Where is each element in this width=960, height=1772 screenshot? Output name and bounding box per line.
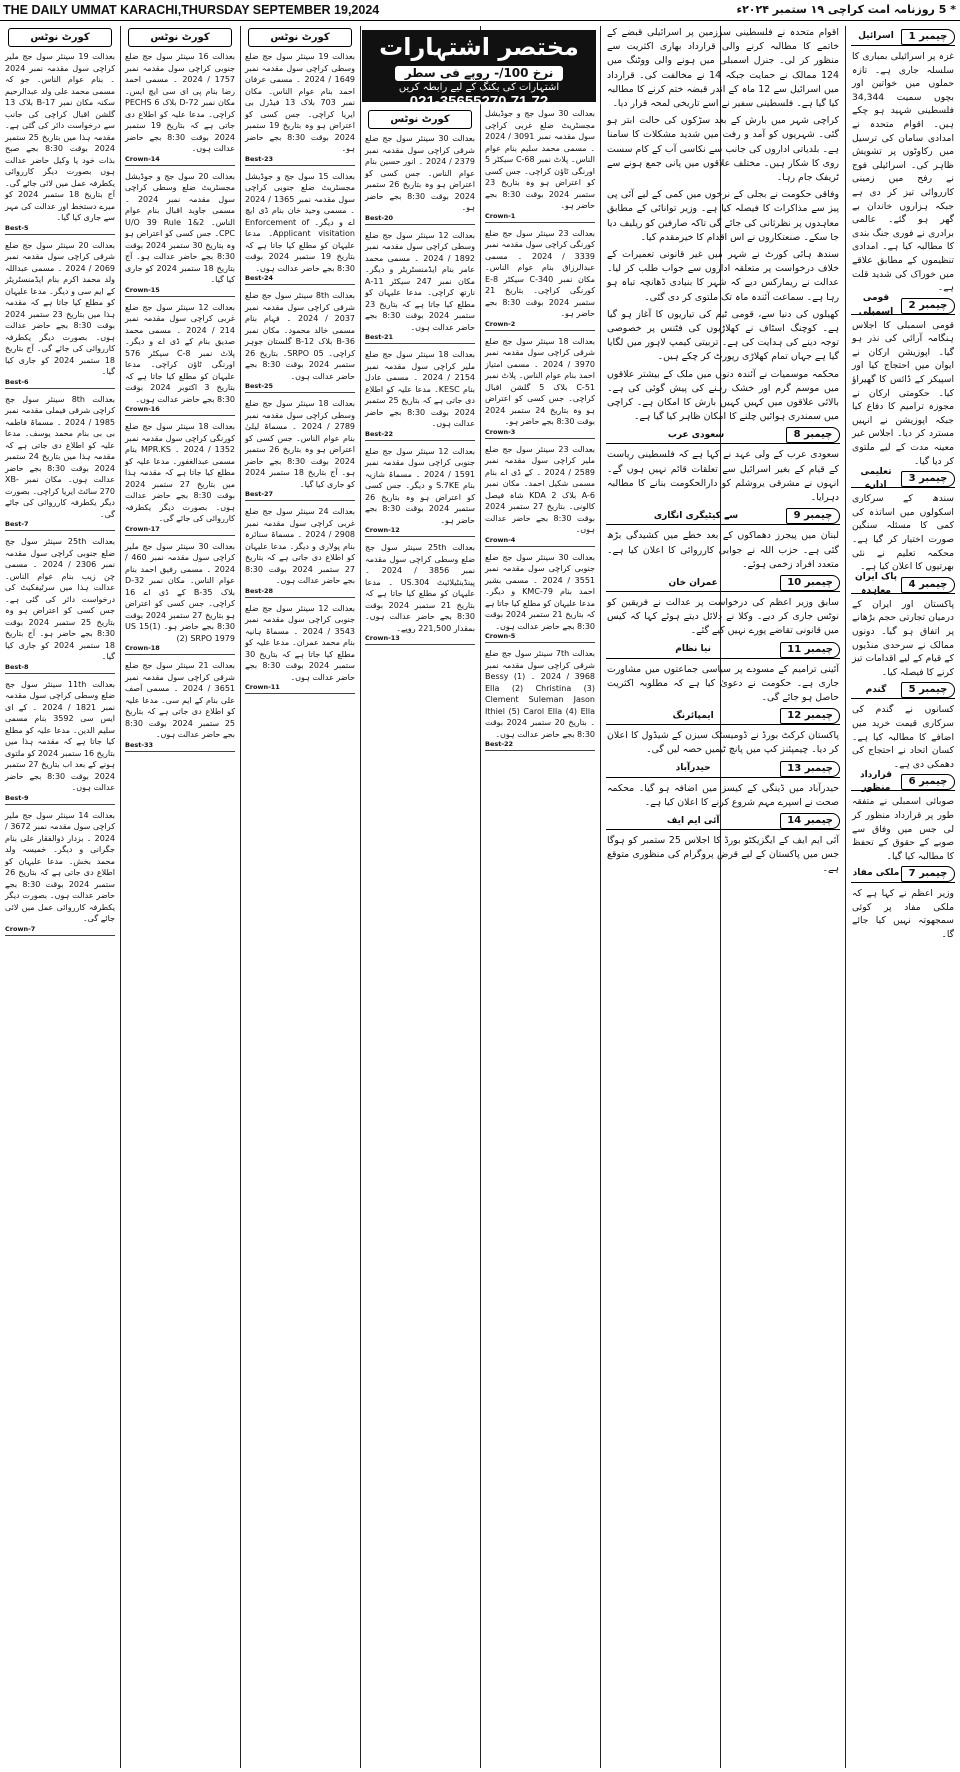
court-notice-text: بعدالت 19 سینئر سول جج ملیر کراچی سول مقدمہ نمبر 2024 ۔ بنام عوام الناس۔ جو کہ مسمی محمد علی ولد عبدالرحیم سکنہ مکان نمبر B-17 بلاک 13 گلشن اقبال کراچی کی جانب سے درخواست دائر کی گئی ہے۔ مقدمہ ہذا میں بتاریخ 25 ستمبر 2024 بوقت 8:30 بجے صبح بذات خود یا وکیل حاضر عدالت ہوں بصورت دیگر کارروائی یکطرفہ عمل میں لائی جائے گی۔ آج بتاریخ 18 ستمبر 2024 کو میرے دستخط اور عدالت کی مہر سے جاری کیا گیا۔ bbox=[4, 52, 116, 222]
court-notice bbox=[485, 228, 595, 331]
section-topic: گندم bbox=[865, 684, 887, 695]
section-topic: ایمپائرنگ bbox=[672, 711, 714, 722]
court-notice-column bbox=[362, 108, 478, 1768]
court-notice-column bbox=[2, 26, 118, 1768]
court-notice-code: Best-22 bbox=[365, 430, 475, 441]
masthead-urdu bbox=[736, 0, 956, 20]
court-notice bbox=[365, 133, 475, 225]
court-notice-code: Best-27 bbox=[245, 490, 355, 501]
brief-section-body bbox=[852, 50, 954, 295]
section-topic: پاک ایران معاہدہ bbox=[855, 572, 897, 596]
court-notice-code: Best-5 bbox=[5, 224, 115, 235]
news-section-text: سعودی عرب کے ولی عہد نے کہا ہے کہ فلسطینی ریاست کے قیام کے بغیر اسرائیل سے تعلقات قائم نہیں ہوں گے۔ انہوں نے مشرقی یروشلم کو دارالحکومت بنانے کا مطالبہ دہرایا۔ bbox=[607, 449, 839, 504]
news-section-body bbox=[607, 448, 839, 505]
court-notice-code: Crown-17 bbox=[125, 525, 235, 536]
column-rule bbox=[600, 26, 601, 1768]
court-notice bbox=[245, 290, 355, 393]
section-topic: قومی اسمبلی bbox=[858, 293, 894, 317]
section-number: چیمبر 7 bbox=[901, 866, 955, 882]
column-rule bbox=[240, 26, 241, 1768]
brief-section-header bbox=[851, 769, 955, 794]
court-notice-code: Best-23 bbox=[245, 155, 355, 166]
court-notice-code: Crown-11 bbox=[245, 683, 355, 694]
section-number: چیمبر 9 bbox=[786, 508, 840, 524]
court-notice-code: Best-7 bbox=[5, 520, 115, 531]
brief-section-body bbox=[852, 492, 954, 574]
court-notice bbox=[485, 444, 595, 547]
news-section-body bbox=[607, 834, 839, 877]
court-notice bbox=[365, 446, 475, 538]
news-paragraph: کھیلوں کی دنیا سے، قومی ٹیم کی تیاریوں کا آغاز ہو گیا ہے۔ کوچنگ اسٹاف نے کھلاڑیوں کی فٹنس پر خصوصی توجہ دینے کی ہدایت کی ہے۔ تربیتی کیمپ لاہور میں لگایا گیا ہے جہاں تمام کھلاڑی رپورٹ کر چکے ہیں۔ bbox=[607, 308, 839, 363]
news-section-header bbox=[606, 508, 840, 525]
court-notice-column bbox=[482, 108, 598, 1768]
news-section-header bbox=[606, 427, 840, 444]
news-section-text: پاکستان کرکٹ بورڈ نے ڈومیسٹک سیزن کے شیڈول کا اعلان کر دیا۔ چیمپئنز کپ میں پانچ ٹیمیں حصہ لیں گی۔ bbox=[607, 730, 839, 756]
court-notice bbox=[485, 336, 595, 439]
court-notice-text: بعدالت 16 سینئر سول جج ضلع جنوبی کراچی سول مقدمہ نمبر 1757 / 2024 ۔ مسمی احمد رضا بنام پی ای سی ایچ ایس۔ مکان نمبر 72-D بلاک 6 PECHS کراچی۔ مدعا علیہ کو اطلاع دی جاتی ہے کہ بتاریخ 19 ستمبر 2024 بوقت 8:30 بجے حاضر عدالت ہوں۔ bbox=[125, 52, 236, 153]
news-section-body bbox=[607, 596, 839, 639]
court-notice-text: بعدالت 30 سول جج و جوڈیشل مجسٹریٹ ضلع غربی کراچی سول مقدمہ نمبر 3091 / 2024 ۔ مسمی محمد سلیم بنام عوام الناس۔ پلاٹ نمبر C-68 سیکٹر 5 اورنگی ٹاؤن کراچی۔ جس کسی کو اعتراض ہو وہ بتاریخ 23 ستمبر 2024 بوقت 8:30 بجے حاضر ہو۔ bbox=[485, 109, 595, 210]
court-notice-text: بعدالت 8th سینئر سول جج ضلع شرقی کراچی سول مقدمہ نمبر 2037 / 2024 ۔ فہام بنام مسمی خالد محمود۔ مکان نمبر 36-B بلاک B-12 گلستان جوہر کراچی۔ SRPO 05۔ بتاریخ 26 ستمبر 2024 بوقت 8:30 بجے حاضر عدالت ہوں۔ bbox=[245, 291, 356, 381]
court-notice bbox=[245, 506, 355, 598]
court-notice-code: Best-9 bbox=[5, 794, 115, 805]
court-notice bbox=[245, 171, 355, 286]
column-rule bbox=[360, 26, 361, 1768]
section-topic: حیدرآباد bbox=[675, 763, 711, 774]
news-section-body bbox=[607, 782, 839, 810]
court-notice-code: Best-24 bbox=[245, 274, 355, 285]
court-notice-text: بعدالت 18 سینئر سول جج ضلع کورنگی کراچی سول مقدمہ نمبر 1352 / 2024 ۔ MPR.KS بنام مسمی عبدالغفور۔ مدعا علیہ کو مطلع کیا جاتا ہے کہ مقدمہ ہذا میں بتاریخ 27 ستمبر 2024 بوقت 8:30 بجے حاضر عدالت ہوں۔ بصورت دیگر یکطرفہ کارروائی کی جائے گی۔ bbox=[125, 422, 235, 523]
court-notice-code: Crown-14 bbox=[125, 155, 235, 166]
court-notice-text: بعدالت 14 سینئر سول جج ملیر کراچی سول مقدمہ نمبر 3672 / 2024 ۔ بزدار ذوالفقار علی بنام جگرانی و دیگر۔ خمیسہ ولد محمد بخش۔ مدعا علیہان کو اطلاع دی جاتی ہے کہ بتاریخ 26 ستمبر 2024 بوقت 8:30 بجے حاضر عدالت ہوں۔ بصورت دیگر یکطرفہ کارروائی عمل میں لائی جائے گی۔ bbox=[5, 810, 116, 923]
court-notice-text: بعدالت 23 سینئر سول جج ضلع ملیر کراچی سول مقدمہ نمبر 2589 / 2024 ۔ کے ڈی اے بنام مسمی شکیل احمد۔ مکان نمبر A-6 بلاک 2 KDA شاہ فیصل کالونی۔ بتاریخ 27 ستمبر 2024 بوقت 8:30 بجے حاضر عدالت ہوں۔ bbox=[485, 444, 595, 534]
news-section-body bbox=[607, 529, 839, 572]
brief-section-body bbox=[852, 319, 954, 469]
section-topic: سعودی عرب bbox=[667, 430, 725, 441]
court-notice-text: بعدالت 25th سینئر سول جج ضلع وسطی کراچی سول مقدمہ نمبر 3856 / 2024 ۔ پینڈینٹیلائیٹ US.304 ۔ مدعا علیہان کو مطلع کیا جاتا ہے کہ بتاریخ 21 ستمبر 2024 بوقت 8:30 بجے حاضر عدالت ہوں۔ بمقدار 221,500 روپے۔ bbox=[365, 543, 476, 633]
news-column bbox=[604, 26, 842, 1768]
brief-section-text: پاکستان اور ایران کے درمیان تجارتی حجم بڑھانے پر اتفاق ہو گیا۔ دونوں ممالک نے سرحدی منڈیوں کے قیام کے لیے اقدامات تیز کرنے کا فیصلہ کیا۔ bbox=[852, 598, 954, 678]
news-section-text: حیدرآباد میں ڈینگی کے کیسز میں اضافہ ہو گیا۔ محکمہ صحت نے اسپرے مہم شروع کرنے کا اعلان کیا ہے۔ bbox=[607, 782, 839, 808]
column-rule bbox=[120, 26, 121, 1768]
section-topic: سے کیٹیگری انگاری bbox=[653, 511, 739, 522]
section-topic: ملکی مفاد bbox=[852, 868, 900, 879]
court-notice bbox=[245, 398, 355, 501]
court-notice-code: Best-20 bbox=[365, 214, 475, 225]
page-star-icon: * bbox=[950, 3, 956, 16]
section-number: چیمبر 3 bbox=[901, 471, 955, 487]
court-notice-code: Crown-12 bbox=[365, 526, 475, 537]
court-notice-code: Crown-16 bbox=[125, 405, 235, 416]
court-notice bbox=[5, 394, 115, 532]
court-notice bbox=[245, 603, 355, 695]
court-notice-text: بعدالت 18 سینئر سول جج ضلع ملیر کراچی سول مقدمہ نمبر 2154 / 2024 ۔ مسمی عادل بنام KESC۔ مدعا علیہ کو اطلاع دی جاتی ہے کہ بتاریخ 25 ستمبر 2024 بوقت 8:30 بجے حاضر عدالت ہوں۔ bbox=[365, 350, 475, 428]
court-notice-text: بعدالت 8th سینئر سول جج کراچی شرقی فیملی مقدمہ نمبر 1985 / 2024 ۔ مسماۃ فاطمہ بی بی بنام محمد یوسف۔ مدعا علیہ کو اطلاع دی جاتی ہے کہ مقدمہ ہذا میں بتاریخ 24 ستمبر 2024 بوقت 8:30 بجے حاضر عدالت ہوں۔ مکان نمبر XB-270 سائٹ ایریا کراچی۔ بصورت دیگر یکطرفہ کارروائی کی جائے گی۔ bbox=[5, 394, 115, 519]
section-topic: عمران خان bbox=[668, 577, 718, 588]
court-notice-code: Crown-2 bbox=[485, 320, 595, 331]
court-notice-text: بعدالت 11th سینئر سول جج ضلع وسطی کراچی سول مقدمہ نمبر 1821 / 2024 ۔ کے ای ایس سی 3592 بنام مسمی سلیم الدین۔ مدعا علیہ کو مطلع کیا جاتا ہے کہ مقدمہ ہذا میں بتاریخ 16 ستمبر 2024 کو ملتوی ہونے کے بعد اب بتاریخ 27 ستمبر 2024 بوقت 8:30 بجے حاضر عدالت ہوں۔ bbox=[5, 679, 116, 792]
brief-section-text: غزہ پر اسرائیلی بمباری کا سلسلہ جاری ہے۔ تازہ حملوں میں خواتین اور بچوں سمیت 34,344 فلسطینی شہید ہو چکے ہیں۔ اقوام متحدہ نے امدادی سامان کی ترسیل میں رکاوٹوں پر تشویش ظاہر کی۔ اسرائیلی فوج نے رفح میں زمینی کارروائی تیز کر دی ہے جبکہ ہزاروں خاندان بے گھر ہو گئے۔ عالمی برادری نے فوری جنگ بندی کا مطالبہ کیا ہے۔ امدادی تنظیموں کے مطابق علاقے میں خوراک کی شدید قلت ہے۔ bbox=[852, 51, 954, 294]
court-notice-text: بعدالت 18 سینئر سول جج ضلع شرقی کراچی سول مقدمہ نمبر 3970 / 2024 ۔ مسمی امتیاز احمد بنام عوام الناس۔ پلاٹ نمبر 51-C بلاک 5 گلشن اقبال کراچی۔ جس کسی کو اعتراض ہو وہ بتاریخ 24 ستمبر 2024 بوقت 8:30 بجے حاضر ہو۔ bbox=[485, 336, 595, 426]
court-notice bbox=[365, 349, 475, 441]
brief-section-header bbox=[851, 866, 955, 883]
ad-phone: 021-35655270,71,72 bbox=[409, 93, 549, 110]
news-paragraph: محکمہ موسمیات نے آئندہ دنوں میں ملک کے بیشتر علاقوں میں موسم گرم اور خشک رہنے کی پیش گوئی کی ہے۔ بالائی علاقوں میں کہیں کہیں بارش کا امکان ہے۔ کراچی میں سمندری ہوائیں چلنے کا امکان ظاہر کیا گیا ہے۔ bbox=[607, 368, 839, 423]
ad-booking-text: اشتہارات کی بکنگ کے لیے رابطہ کریں bbox=[398, 82, 560, 93]
ad-title: مختصر اشتہارات bbox=[379, 33, 579, 61]
court-notice bbox=[125, 541, 235, 656]
court-notice-column bbox=[122, 26, 238, 1768]
brief-section-text: کسانوں نے گندم کی سرکاری قیمت خرید میں اضافے کا مطالبہ کیا ہے۔ کسان اتحاد نے احتجاج کی دھمکی دی ہے۔ bbox=[852, 704, 954, 770]
court-notice-code: Best-8 bbox=[5, 663, 115, 674]
court-notice-heading: کورٹ نوٹس bbox=[128, 28, 232, 47]
news-paragraph: وفاقی حکومت نے بجلی کے نرخوں میں کمی کے لیے آئی پی پیز سے مذاکرات کا فیصلہ کیا ہے۔ وزیر توانائی کے مطابق معاہدوں پر نظرثانی کی جائے گی تاکہ صارفین کو ریلیف دیا جا سکے۔ صنعتکاروں نے اس اقدام کا خیرمقدم کیا۔ bbox=[607, 189, 839, 243]
section-number: چیمبر 5 bbox=[901, 682, 955, 698]
court-notice bbox=[485, 108, 595, 223]
news-section-header bbox=[606, 642, 840, 659]
court-notice-text: بعدالت 21 سینئر سول جج ضلع شرقی کراچی سول مقدمہ نمبر 3651 / 2024 ۔ مسمی آصف علی بنام کے ایم سی۔ مدعا علیہ کو اطلاع دی جاتی ہے کہ بتاریخ 25 ستمبر 2024 بوقت 8:30 بجے حاضر عدالت ہوں۔ bbox=[125, 661, 236, 739]
section-number: چیمبر 12 bbox=[780, 708, 840, 724]
section-number: چیمبر 11 bbox=[780, 642, 840, 658]
brief-section-header bbox=[851, 572, 955, 596]
brief-column bbox=[849, 26, 957, 1768]
section-number: چیمبر 10 bbox=[780, 575, 840, 591]
court-notice-heading: کورٹ نوٹس bbox=[8, 28, 112, 47]
court-notice bbox=[485, 648, 595, 751]
section-topic: قرارداد منظور bbox=[859, 769, 893, 794]
brief-section-header bbox=[851, 293, 955, 317]
court-notice bbox=[485, 552, 595, 644]
masthead bbox=[0, 0, 960, 21]
brief-section-header bbox=[851, 466, 955, 491]
section-number: چیمبر 13 bbox=[780, 761, 840, 777]
news-body bbox=[607, 26, 839, 424]
brief-section-header bbox=[851, 682, 955, 699]
court-notice-text: بعدالت 7th سینئر سول جج ضلع شرقی کراچی سول مقدمہ نمبر 3968 / 2024 ۔ (1) Bessy Ella (2) Christina (3) Clement Suleman Jason Ithiel (5) Carol Ella (4) Ella ۔ بتاریخ 20 ستمبر 2024 بوقت 8:30 بجے حاضر عدالت ہوں۔ bbox=[485, 649, 596, 739]
court-notice-text: بعدالت 15 سول جج و جوڈیشل مجسٹریٹ ضلع جنوبی کراچی سول مقدمہ نمبر 1365 / 2024 ۔ مسمی وحید خان بنام ڈی ایچ اے و دیگر۔ Enforcement of Applicant visitation۔ مدعا علیہان کو مطلع کیا جاتا ہے کہ بتاریخ 19 ستمبر 2024 بوقت 8:30 بجے حاضر عدالت ہوں۔ bbox=[245, 171, 356, 273]
section-topic: اسرائیل bbox=[858, 31, 894, 42]
court-notice-text: بعدالت 30 سینئر سول جج ملیر کراچی سول مقدمہ نمبر 460 / 2024 ۔ مسمی رفیق احمد بنام عوام الناس۔ مکان نمبر 32-D بلاک B-35 کے ڈی اے 16 کراچی۔ جس کسی کو اعتراض ہو بتاریخ 27 ستمبر 2024 بوقت 8:30 بجے حاضر ہو۔ US 15(1)(2) SRPO 1979 bbox=[125, 541, 236, 643]
news-section-header bbox=[606, 761, 840, 778]
news-paragraph: سندھ ہائی کورٹ نے شہر میں غیر قانونی تعمیرات کے خلاف درخواست پر متعلقہ اداروں سے جواب طلب کر لیا۔ عدالت نے ریمارکس دیے کہ شہر کا بنیادی ڈھانچہ تباہ ہو رہا ہے۔ سماعت آئندہ ماہ تک ملتوی کر دی گئی۔ bbox=[607, 249, 839, 303]
section-topic: آئی ایم ایف bbox=[666, 815, 720, 826]
classified-ads-banner bbox=[362, 30, 596, 110]
court-notice-text: بعدالت 20 سینئر سول جج ضلع شرقی کراچی سول مقدمہ نمبر 2069 / 2024 ۔ مسمی عبداللہ ولد محمد اکرم بنام ایڈمنسٹریٹر کے ایم سی و دیگر۔ مدعا علیہان کو مطلع کیا جاتا ہے کہ مقدمہ ہذا میں بتاریخ 23 ستمبر 2024 بوقت 8:30 بجے حاضر عدالت ہوں۔ بصورت دیگر یکطرفہ کارروائی کی جائے گی۔ آج بتاریخ 18 ستمبر 2024 کو جاری کیا گیا۔ bbox=[5, 240, 116, 376]
court-notice-text: بعدالت 18 سینئر سول جج ضلع وسطی کراچی سول مقدمہ نمبر 2789 / 2024 ۔ مسماۃ لیلیٰ بنام عوام الناس۔ جس کسی کو اعتراض ہو وہ بتاریخ 26 ستمبر 2024 بوقت 8:30 بجے حاضر ہو۔ آج بتاریخ 18 ستمبر 2024 کو جاری کیا گیا۔ bbox=[245, 399, 356, 489]
court-notice-text: بعدالت 12 سینئر سول جج ضلع وسطی کراچی سول مقدمہ نمبر 1892 / 2024 ۔ مسمی محمد عامر بنام ایڈمنسٹریٹر و دیگر۔ مکان نمبر 247 سیکٹر 11-A نارتھ کراچی۔ مدعا علیہان کو مطلع کیا جاتا ہے کہ بتاریخ 23 ستمبر 2024 بوقت 8:30 بجے حاضر عدالت ہوں۔ bbox=[365, 230, 476, 332]
court-notice-code: Best-21 bbox=[365, 333, 475, 344]
court-notice bbox=[125, 421, 235, 536]
court-notice-text: بعدالت 12 سینئر سول جج ضلع جنوبی کراچی سول مقدمہ نمبر 1591 / 2024 ۔ مسماۃ شازیہ بنام S.7KE و دیگر۔ جس کسی کو اعتراض ہو وہ بتاریخ 26 ستمبر 2024 بوقت 8:30 بجے حاضر ہو۔ bbox=[365, 446, 475, 525]
court-notice bbox=[5, 810, 115, 936]
court-notice bbox=[365, 230, 475, 345]
court-notice-text: بعدالت 25th سینئر سول جج ضلع جنوبی کراچی سول مقدمہ نمبر 2306 / 2024 ۔ مسمی چن زیب بنام عوام الناس۔ عدالت ہذا میں سرٹیفکیٹ کی درخواست دائر کی گئی ہے۔ جس کسی کو اعتراض ہو وہ بتاریخ 25 ستمبر 2024 بوقت 8:30 بجے حاضر ہو۔ آج بتاریخ 18 ستمبر 2024 کو جاری کیا گیا۔ bbox=[5, 537, 116, 661]
court-notice-code: Crown-1 bbox=[485, 212, 595, 223]
news-section-header bbox=[606, 813, 840, 830]
court-notice bbox=[125, 660, 235, 752]
section-topic: نیا نظام bbox=[675, 644, 711, 655]
court-notice-code: Crown-15 bbox=[125, 286, 235, 297]
court-notice bbox=[5, 51, 115, 235]
court-notice-text: بعدالت 12 سینئر سول جج ضلع جنوبی کراچی سول مقدمہ نمبر 3543 / 2024 ۔ مسماۃ ہانیہ بنام محمد عمران۔ مدعا علیہ کو مطلع کیا جاتا ہے کہ بتاریخ 30 ستمبر 2024 بوقت 8:30 بجے حاضر عدالت ہوں۔ bbox=[245, 603, 355, 682]
news-section-text: آئینی ترامیم کے مسودے پر سیاسی جماعتوں میں مشاورت جاری ہے۔ حکومت نے دعویٰ کیا ہے کہ مطلوبہ اکثریت حاصل ہو جائے گی۔ bbox=[607, 663, 839, 703]
brief-section-text: صوبائی اسمبلی نے متفقہ طور پر قرارداد منظور کر لی جس میں وفاق سے صوبے کے حقوق کے تحفظ کا مطالبہ کیا گیا۔ bbox=[852, 796, 954, 862]
section-number: چیمبر 14 bbox=[780, 813, 840, 829]
court-notice-heading: کورٹ نوٹس bbox=[368, 110, 472, 129]
court-notice bbox=[125, 302, 235, 417]
court-notice-code: Crown-3 bbox=[485, 428, 595, 439]
court-notice-text: بعدالت 23 سینئر سول جج ضلع کورنگی کراچی سول مقدمہ نمبر 3339 / 2024 ۔ مسمی عبدالرزاق بنام عوام الناس۔ مکان نمبر C-340 سیکٹر 8-E کورنگی کراچی۔ بتاریخ 21 ستمبر 2024 بوقت 8:30 بجے حاضر ہو۔ bbox=[485, 228, 595, 318]
court-notice bbox=[245, 51, 355, 166]
section-topic: تعلیمی ادارے bbox=[860, 466, 892, 491]
brief-section-body bbox=[852, 703, 954, 771]
column-rule bbox=[480, 26, 481, 1768]
ad-rate: نرخ 100/- روپے فی سطر bbox=[395, 66, 564, 81]
masthead-english: THE DAILY UMMAT KARACHI,THURSDAY SEPTEMBER 19,2024 bbox=[3, 3, 380, 17]
court-notice bbox=[5, 240, 115, 389]
section-number: چیمبر 4 bbox=[901, 577, 955, 593]
court-notice-code: Best-25 bbox=[245, 382, 355, 393]
court-notice-text: بعدالت 19 سینئر سول جج ضلع وسطی کراچی سول مقدمہ نمبر 1649 / 2024 ۔ مسمی عرفان احمد بنام عوام الناس۔ مکان نمبر 703 بلاک 13 فیڈرل بی ایریا کراچی۔ جس کسی کو اعتراض ہو وہ بتاریخ 19 ستمبر 2024 بوقت 8:30 بجے حاضر ہو۔ bbox=[245, 52, 356, 153]
section-number: چیمبر 2 bbox=[901, 298, 955, 314]
court-notice-code: Crown-13 bbox=[365, 634, 475, 645]
brief-section-body bbox=[852, 795, 954, 863]
brief-section-body bbox=[852, 598, 954, 680]
column-rule bbox=[845, 26, 846, 1768]
news-section-text: سابق وزیر اعظم کی درخواست پر عدالت نے فریقین کو نوٹس جاری کر دیے۔ وکلا نے دلائل دیتے ہوئے کہا کہ کیس میں قانونی تقاضے پورے نہیں کیے گئے۔ bbox=[607, 596, 839, 637]
news-section-body bbox=[607, 663, 839, 706]
brief-section-text: وزیر اعظم نے کہا ہے کہ ملکی مفاد پر کوئی سمجھوتہ نہیں کیا جائے گا۔ bbox=[852, 888, 954, 941]
section-number: چیمبر 8 bbox=[786, 427, 840, 443]
court-notice-code: Crown-5 bbox=[485, 632, 595, 643]
court-notice-code: Crown-18 bbox=[125, 644, 235, 655]
brief-section-text: قومی اسمبلی کا اجلاس ہنگامہ آرائی کی نذر ہو گیا۔ اپوزیشن ارکان نے ایوان میں احتجاج کیا اور اسپیکر کے ڈائس کا گھیراؤ کیا۔ حکومتی ارکان نے مجوزہ ترامیم کا دفاع کیا جبکہ اپوزیشن نے انہیں مسترد کر دیا۔ اجلاس غیر معینہ مدت کے لیے ملتوی کر دیا گیا۔ bbox=[852, 319, 954, 467]
news-section-text: لبنان میں پیجرز دھماکوں کے بعد خطے میں کشیدگی بڑھ گئی ہے۔ حزب اللہ نے جوابی کارروائی کا اعلان کیا ہے۔ متعدد افراد زخمی ہوئے۔ bbox=[607, 530, 839, 570]
court-notice bbox=[125, 51, 235, 166]
court-notice-text: بعدالت 24 سینئر سول جج ضلع غربی کراچی سول مقدمہ نمبر 2908 / 2024 ۔ مسماۃ سنائرہ بنام پولاری و دیگر۔ مدعا علیہان کو اطلاع دی جاتی ہے کہ بتاریخ 27 ستمبر 2024 بوقت 8:30 بجے حاضر عدالت ہوں۔ bbox=[245, 507, 356, 585]
brief-section-text: سندھ کے سرکاری اسکولوں میں اساتذہ کی کمی کا مسئلہ سنگین صورت اختیار کر گیا ہے۔ محکمہ تعلیم نے نئی بھرتیوں کا اعلان کیا ہے۔ bbox=[852, 493, 954, 573]
court-notice bbox=[365, 542, 475, 645]
section-number: چیمبر 6 bbox=[901, 774, 955, 790]
news-paragraph: اقوام متحدہ نے فلسطینی سرزمین پر اسرائیلی قبضے کے خاتمے کا مطالبہ کرنے والی قرارداد بھاری اکثریت سے منظور کر لی۔ جنرل اسمبلی میں ہونے والی ووٹنگ میں 124 ممالک نے حمایت جبکہ 14 نے مخالفت کی۔ قرارداد میں اسرائیل سے 12 ماہ کے اندر قبضہ ختم کرنے کا مطالبہ کیا گیا ہے۔ فلسطینی سفیر نے اسے تاریخی لمحہ قرار دیا۔ bbox=[607, 27, 839, 110]
court-notice bbox=[5, 679, 115, 805]
news-section-body bbox=[607, 729, 839, 757]
news-section-header bbox=[606, 708, 840, 725]
brief-section-body bbox=[852, 887, 954, 941]
court-notice-code: Best-28 bbox=[245, 587, 355, 598]
court-notice-code: Crown-4 bbox=[485, 536, 595, 547]
court-notice-code: Best-22 bbox=[485, 740, 595, 751]
court-notice-code: Crown-7 bbox=[5, 925, 115, 936]
page-number: 5 bbox=[938, 3, 947, 16]
court-notice-heading: کورٹ نوٹس bbox=[248, 28, 352, 47]
court-notice-text: بعدالت 30 سینئر سول جج ضلع شرقی کراچی سول مقدمہ نمبر 2379 / 2024 ۔ انور حسین بنام عوام الناس۔ جس کسی کو اعتراض ہو وہ بتاریخ 26 ستمبر 2024 بوقت 8:30 بجے حاضر ہو۔ bbox=[365, 134, 476, 212]
court-notice bbox=[125, 171, 235, 297]
court-notice-text: بعدالت 20 سول جج و جوڈیشل مجسٹریٹ ضلع وسطی کراچی سول مقدمہ نمبر 2024 ۔ مسمی جاوید اقبال بنام عوام الناس۔ U/O 39 Rule 1&2 CPC۔ جس کسی کو اعتراض ہو وہ بتاریخ 30 ستمبر 2024 بوقت 8:30 بجے حاضر عدالت ہو۔ آج بتاریخ 18 ستمبر 2024 کو جاری کیا گیا۔ bbox=[125, 171, 236, 284]
news-section-header bbox=[606, 575, 840, 592]
court-notice-code: Best-33 bbox=[125, 741, 235, 752]
court-notice-text: بعدالت 30 سینئر سول جج ضلع جنوبی کراچی سول مقدمہ نمبر 3551 / 2024 ۔ مسمی بشیر احمد بنام KMC-79 و دیگر۔ مدعا علیہان کو مطلع کیا جاتا ہے کہ بتاریخ 21 ستمبر 2024 بوقت 8:30 بجے حاضر عدالت ہوں۔ bbox=[485, 552, 595, 631]
brief-section-header bbox=[851, 29, 955, 46]
news-section-text: آئی ایم ایف کے ایگزیکٹو بورڈ کا اجلاس 25 ستمبر کو ہوگا جس میں پاکستان کے لیے قرض پروگرام کی منظوری متوقع ہے۔ bbox=[607, 834, 839, 875]
court-notice bbox=[5, 536, 115, 674]
section-number: چیمبر 1 bbox=[901, 29, 955, 45]
masthead-urdu-date: روزنامہ امت کراچی ۱۹ ستمبر ۲۰۲۴ء bbox=[736, 3, 935, 16]
court-notice-text: بعدالت 12 سینئر سول جج ضلع غربی کراچی سول مقدمہ نمبر 214 / 2024 ۔ مسمی محمد صدیق بنام کے ڈی اے و دیگر۔ پلاٹ نمبر C-8 سیکٹر 576 اورنگی ٹاؤن کراچی۔ مدعا علیہان کو مطلع کیا جاتا ہے کہ بتاریخ 3 اکتوبر 2024 بوقت 8:30 بجے حاضر عدالت ہوں۔ bbox=[125, 302, 235, 404]
court-notice-code: Best-6 bbox=[5, 378, 115, 389]
news-paragraph: کراچی شہر میں بارش کے بعد سڑکوں کی حالت ابتر ہو گئی۔ شہریوں کو آمد و رفت میں شدید مشکلات کا سامنا ہے۔ بلدیاتی اداروں کی جانب سے نکاسی آب کے کام سست روی کا شکار ہیں۔ مختلف علاقوں میں پانی جمع ہونے سے ٹریفک جام رہا۔ bbox=[607, 115, 839, 184]
court-notice-column bbox=[242, 26, 358, 1768]
